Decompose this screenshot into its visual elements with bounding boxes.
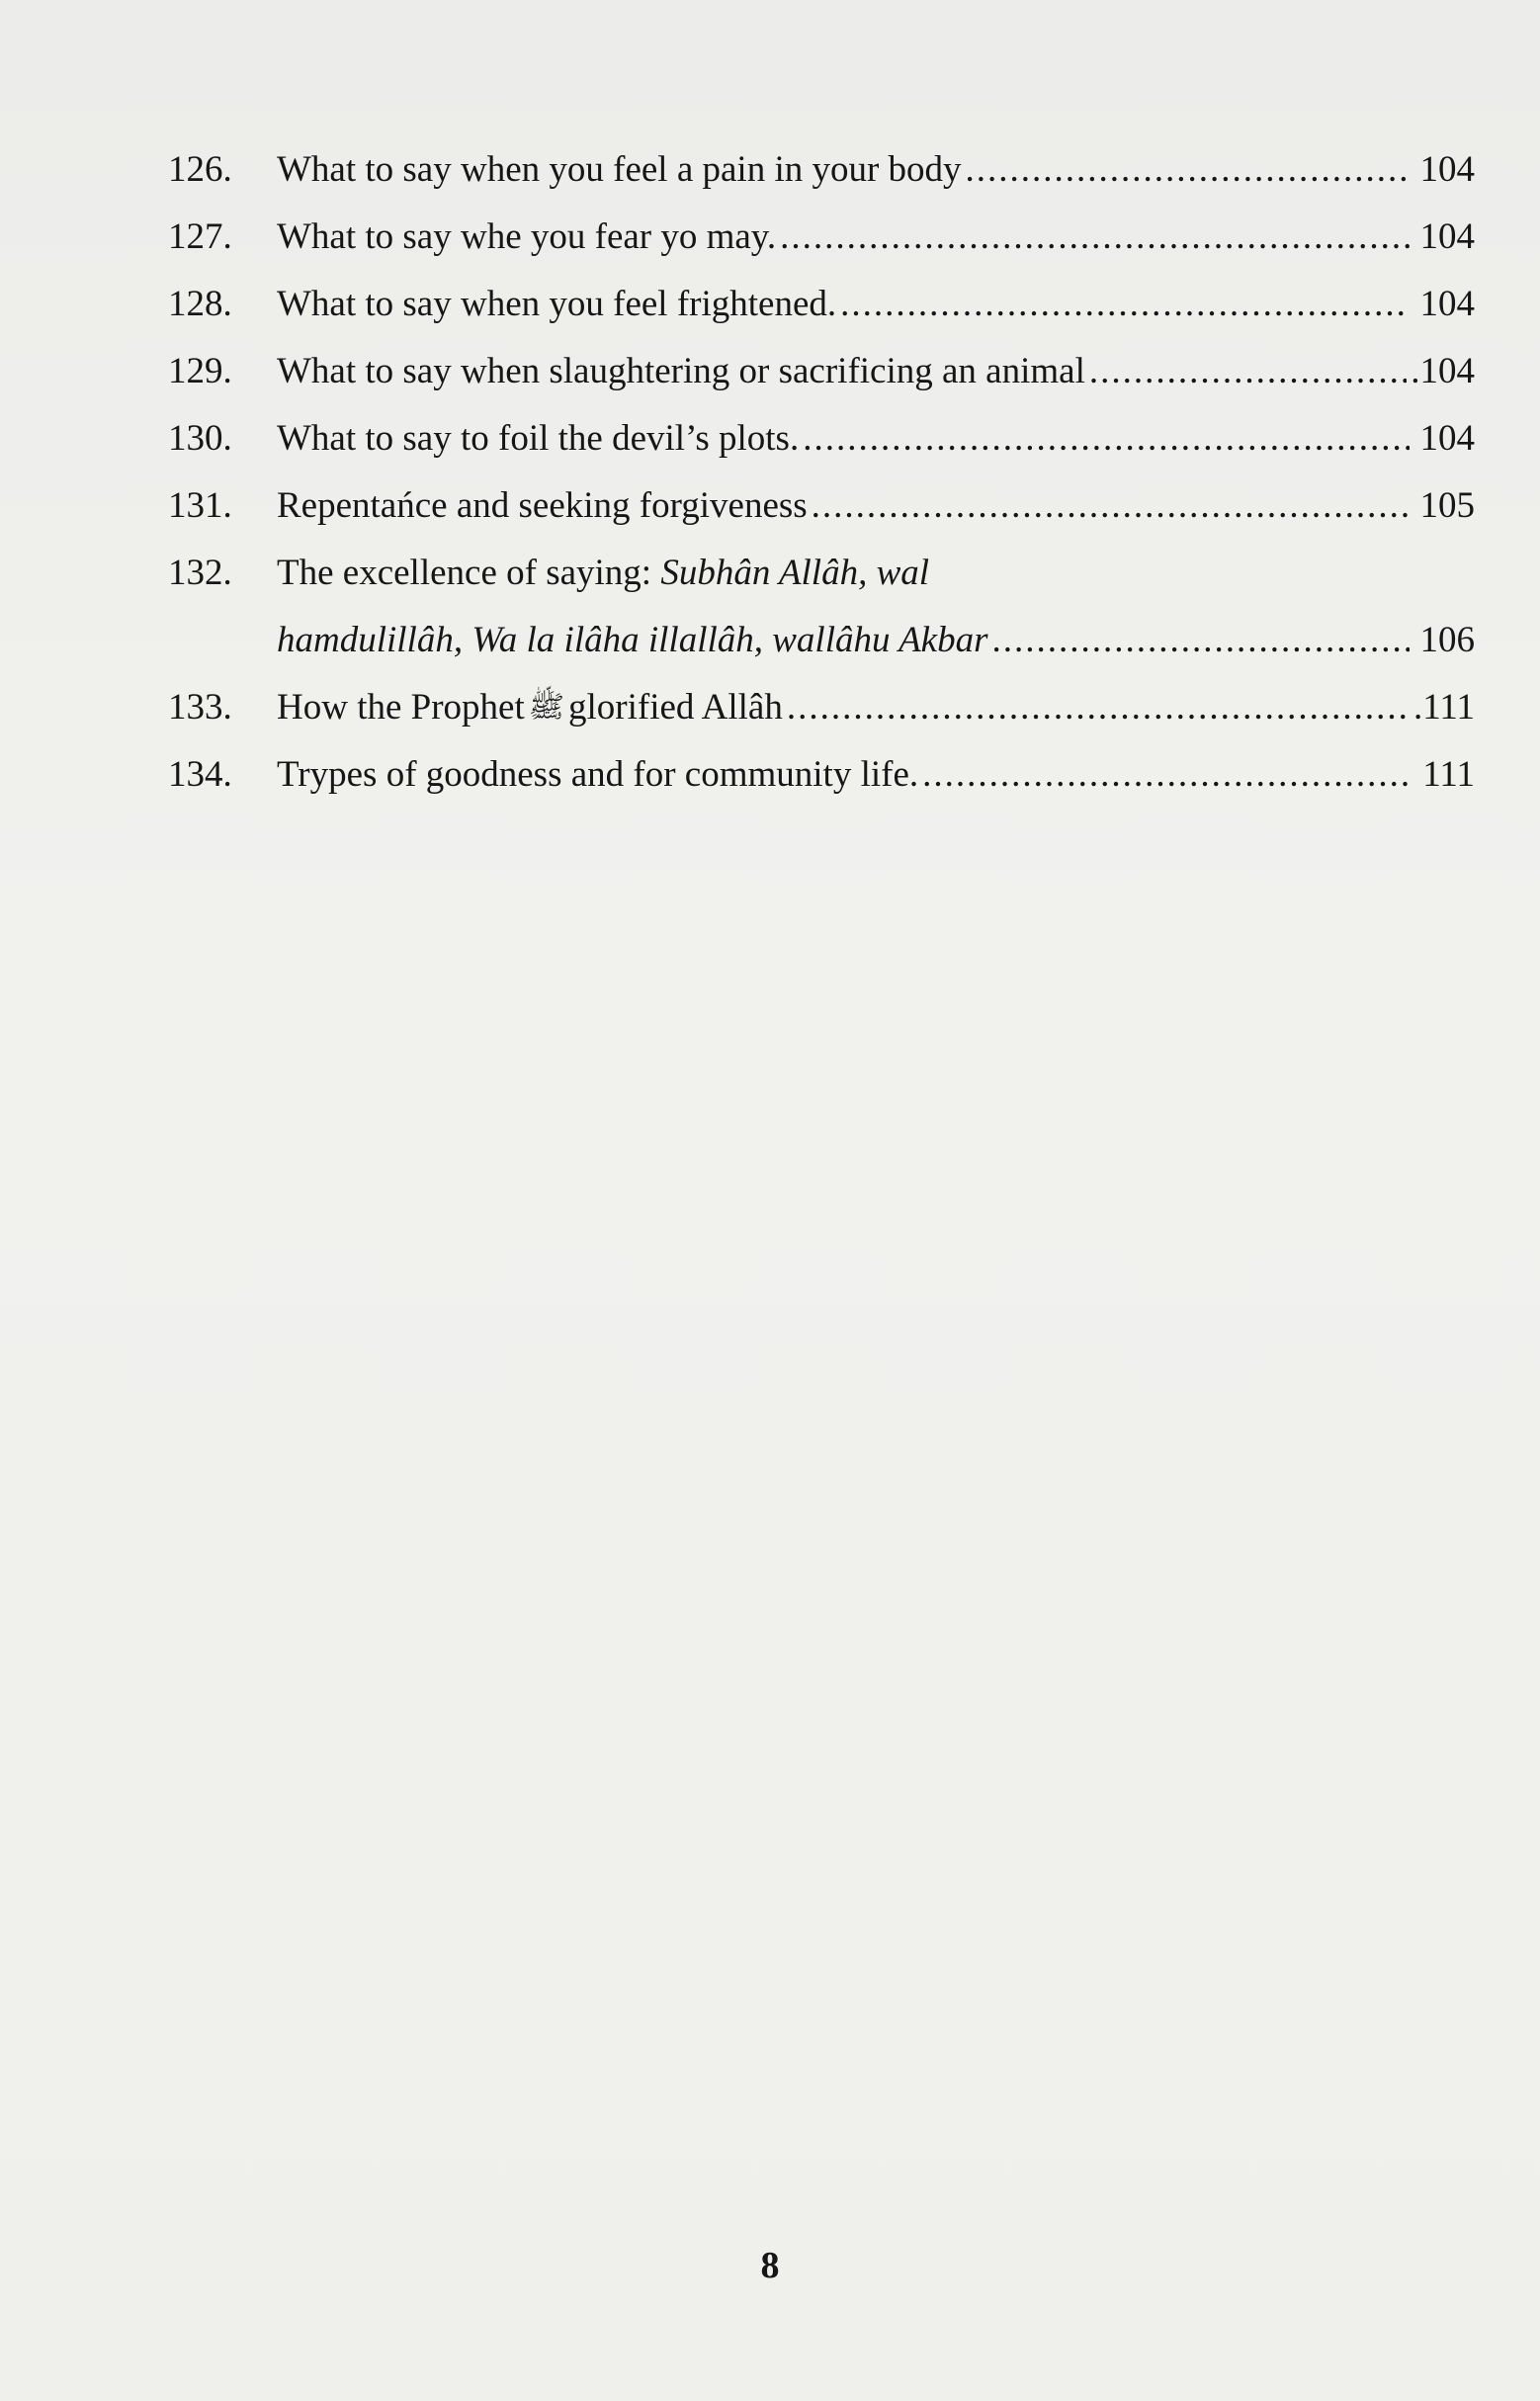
dot-leader xyxy=(840,283,1410,325)
toc-entry-number: 128. xyxy=(168,284,232,324)
salutation-symbol-icon: ﷺ xyxy=(528,691,564,724)
dot-leader xyxy=(992,619,1411,661)
dot-leader xyxy=(922,753,1410,796)
toc-entry-title-before: How the Prophet xyxy=(277,687,525,728)
toc-entry-title-after: glorified Allâh xyxy=(568,687,783,728)
toc-entry-page: 111 xyxy=(1422,754,1475,795)
toc-entry-132-continued xyxy=(168,619,1475,686)
page-number: 8 xyxy=(760,2245,780,2286)
toc-entry-title xyxy=(277,552,929,594)
toc-entry-page: 104 xyxy=(1419,418,1475,459)
toc-entry-127 xyxy=(168,215,1475,283)
toc-entry-page: 105 xyxy=(1419,485,1475,526)
toc-entry-page: 104 xyxy=(1419,216,1475,257)
toc-entry-title: What to say when slaughtering or sacrificing an animal xyxy=(277,351,1085,391)
toc-entry-title-italic: Subhân Allâh, wal xyxy=(660,553,930,593)
toc-entry-page: .104 xyxy=(1411,351,1475,391)
toc-entry-128 xyxy=(168,283,1475,350)
toc-entry-title-prefix: The excellence of saying: xyxy=(277,553,661,593)
toc-entry-number: 127. xyxy=(168,216,232,257)
toc-entry-title-line2: hamdulillâh, Wa la ilâha illallâh, wallâhu Akbar xyxy=(277,620,988,660)
toc-entry-134 xyxy=(168,753,1475,820)
toc-entry-132 xyxy=(168,552,1475,619)
toc-entry-number: 130. xyxy=(168,418,232,459)
toc-entry-page: 104 xyxy=(1419,284,1475,324)
toc-entry-title: What to say when you feel frightened. xyxy=(277,284,837,324)
dot-leader xyxy=(780,215,1410,258)
toc-entry-130 xyxy=(168,417,1475,484)
table-of-contents xyxy=(168,148,1475,820)
toc-entry-title: Trypes of goodness and for community life. xyxy=(277,754,919,795)
dot-leader xyxy=(812,484,1410,527)
toc-entry-page: 104 xyxy=(1419,149,1475,190)
dot-leader xyxy=(966,148,1410,191)
toc-entry-133 xyxy=(168,686,1475,753)
toc-entry-number: 129. xyxy=(168,351,232,391)
dot-leader xyxy=(803,417,1410,460)
dot-leader xyxy=(1089,350,1407,392)
toc-entry-131 xyxy=(168,484,1475,552)
toc-entry-126 xyxy=(168,148,1475,215)
toc-entry-title xyxy=(277,686,783,731)
toc-entry-129 xyxy=(168,350,1475,417)
toc-entry-number: 133. xyxy=(168,687,232,728)
toc-entry-page: 106 xyxy=(1419,620,1475,660)
toc-entry-number: 131. xyxy=(168,485,232,526)
toc-entry-number: 134. xyxy=(168,754,232,795)
toc-entry-page: .111 xyxy=(1412,687,1475,728)
toc-entry-title: What to say whe you fear yo may. xyxy=(277,216,777,257)
toc-entry-number: 126. xyxy=(168,149,232,190)
toc-entry-title: Repentańce and seeking forgiveness xyxy=(277,485,808,526)
dot-leader xyxy=(787,686,1410,729)
toc-entry-title: What to say to foil the devil’s plots. xyxy=(277,418,800,459)
toc-entry-number: 132. xyxy=(168,553,232,593)
toc-entry-title: What to say when you feel a pain in your body xyxy=(277,149,962,190)
